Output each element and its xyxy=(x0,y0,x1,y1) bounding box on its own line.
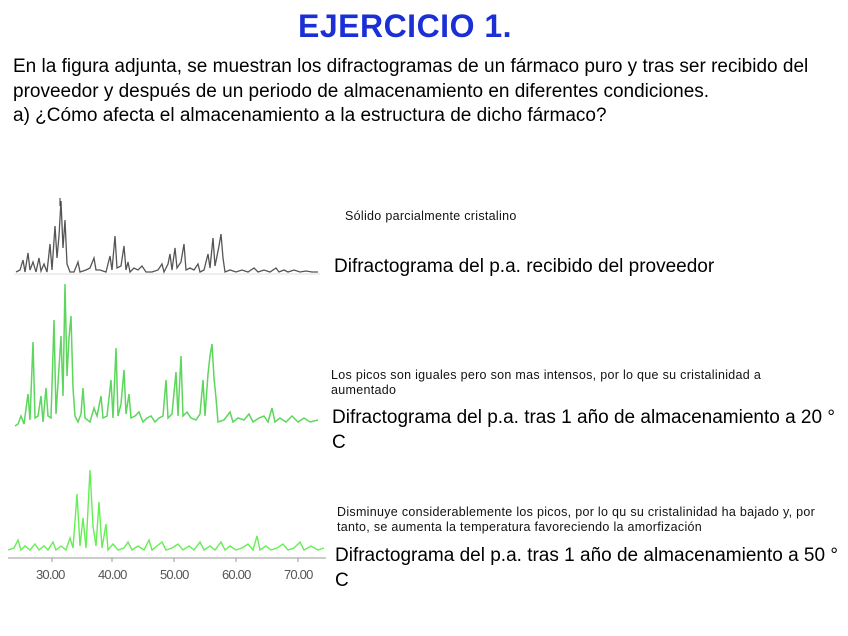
trace-supplier xyxy=(16,201,318,272)
x-tick-label: 40.00 xyxy=(98,567,127,582)
diffractogram-20c xyxy=(14,276,320,432)
x-tick-label: 50.00 xyxy=(160,567,189,582)
x-tick-label: 30.00 xyxy=(36,567,65,582)
note-supplier: Sólido parcialmente cristalino xyxy=(345,209,517,223)
diffractogram-supplier xyxy=(14,198,320,280)
caption-supplier: Difractograma del p.a. recibido del proveedor xyxy=(334,256,715,277)
page-title: EJERCICIO 1. xyxy=(297,8,513,44)
x-tick-label: 60.00 xyxy=(222,567,251,582)
intro-paragraph: En la figura adjunta, se muestran los difractogramas de un fármaco puro y tras ser recibido del proveedor y después de un periodo de almacenamiento en diferentes condiciones. xyxy=(13,56,809,102)
exercise-statement xyxy=(13,55,813,129)
trace-50c xyxy=(8,470,324,550)
note-50c: Disminuye considerablemente los picos, por lo qu su cristalinidad ha bajado y, por tanto, se aumenta la temperatura favoreciendo la amorfización xyxy=(337,505,816,534)
caption-20c: Difractograma del p.a. tras 1 año de almacenamiento a 20 ° C xyxy=(332,407,835,453)
diffractogram-50c xyxy=(8,462,326,584)
question-a: a) ¿Cómo afecta el almacenamiento a la estructura de dicho fármaco? xyxy=(13,105,607,126)
x-tick-label: 70.00 xyxy=(284,567,313,582)
trace-20c xyxy=(15,284,318,426)
caption-50c: Difractograma del p.a. tras 1 año de almacenamiento a 50 ° C xyxy=(335,545,838,591)
note-20c: Los picos son iguales pero son mas intensos, por lo que su cristalinidad a aumentado xyxy=(331,368,762,397)
